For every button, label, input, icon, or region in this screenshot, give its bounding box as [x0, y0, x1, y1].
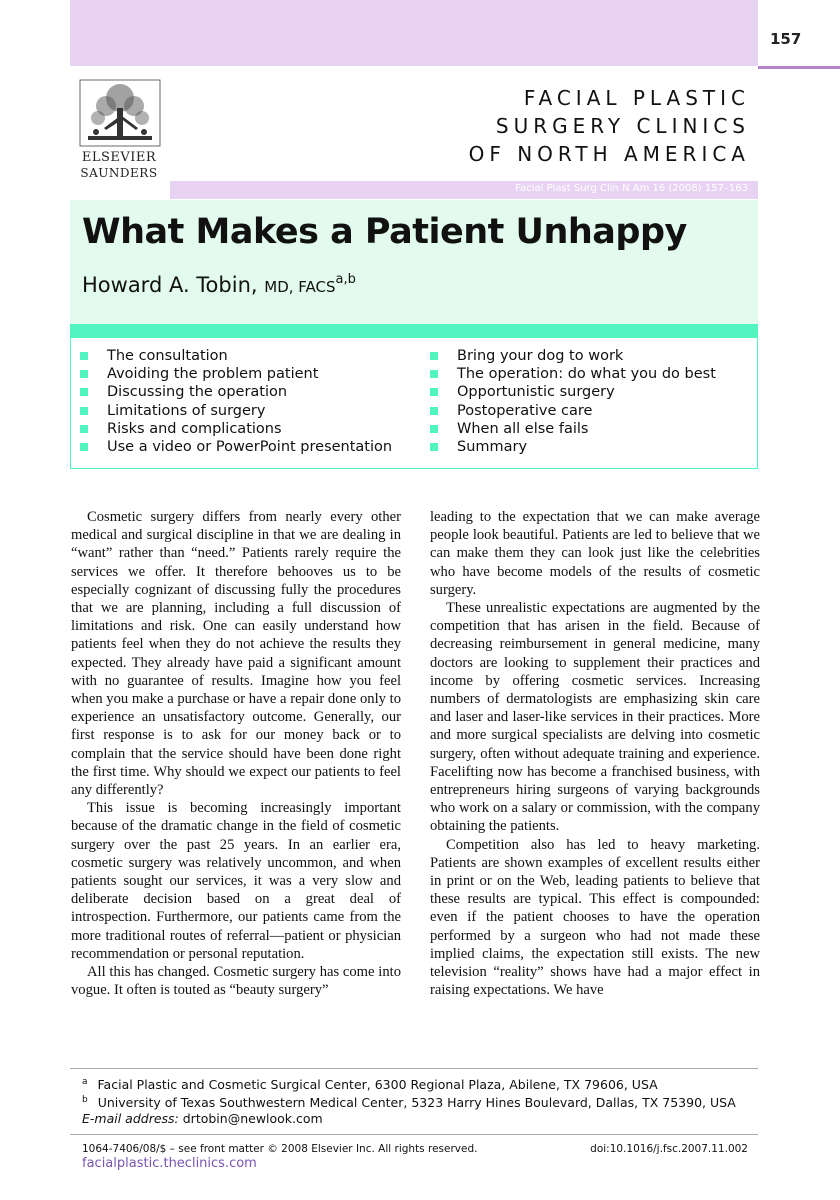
body-paragraph: These unrealistic expectations are augmented by the competition that has arisen in the field. Because of decreasing reimbursement in general medicine, many doctors are looking to supplement their practices and income by offering cosmetic services. Increasing numbers of dermatologists are emphasizing skin care and laser and laser-like services in their practices. More and more surgical specialists are delving into cosmetic surgery, often without adequate training and experience. Facelifting now has become a franchised business, with entrepreneurs hiring surgeons of varying backgrounds who work on a salary or commission, with the company obtaining the patients.: [430, 600, 760, 835]
square-bullet-icon: [430, 388, 438, 396]
footnote-b: [82, 1095, 736, 1110]
outline-item: [430, 420, 716, 438]
outline-item: [80, 383, 392, 401]
outline-item-label: When all else fails: [457, 420, 589, 437]
footnote-b-mark: b: [82, 1095, 88, 1105]
author-name: Howard A. Tobin,: [82, 273, 258, 297]
outline-right-column: [430, 347, 716, 456]
outline-item: [430, 365, 716, 383]
author-affiliation-marks: a,b: [335, 272, 356, 287]
outline-item-label: Avoiding the problem patient: [107, 366, 319, 383]
outline-item: [80, 402, 392, 420]
publisher-name: ELSEVIER: [81, 150, 157, 165]
body-column-right: [430, 508, 760, 999]
footnote-email: [82, 1111, 323, 1126]
square-bullet-icon: [80, 407, 88, 415]
footnote-a: [82, 1077, 658, 1092]
outline-header-bar: [70, 324, 758, 338]
outline-item-label: Limitations of surgery: [107, 402, 266, 419]
journal-website-link[interactable]: facialplastic.theclinics.com: [82, 1156, 257, 1171]
footnote-b-text: University of Texas Southwestern Medical Center, 5323 Harry Hines Boulevard, Dallas, TX 75390, USA: [97, 1095, 736, 1111]
publisher-imprint: SAUNDERS: [80, 166, 158, 180]
outline-item-label: Discussing the operation: [107, 384, 288, 401]
footnote-rule: [70, 1068, 758, 1069]
footnote-a-mark: a: [82, 1077, 88, 1087]
body-paragraph: This issue is becoming increasingly important because of the dramatic change in the field of cosmetic surgery over the past 25 years. In an earlier era, cosmetic surgery was relatively uncommon, and when patients sought our services, it was a very slow and deliberate decision based on a great deal of introspection. Furthermore, our patients came from the more traditional routes of referral—patient or physician recommendation or personal reputation.: [71, 800, 401, 962]
square-bullet-icon: [80, 388, 88, 396]
outline-item-label: Risks and complications: [107, 420, 282, 437]
header-band: [70, 0, 758, 66]
body-column-left: [71, 508, 401, 999]
outline-item: [430, 402, 716, 420]
outline-item: [430, 347, 716, 365]
square-bullet-icon: [430, 443, 438, 451]
footnote-a-text: Facial Plastic and Cosmetic Surgical Center, 6300 Regional Plaza, Abilene, TX 79606, USA: [97, 1077, 658, 1093]
outline-item-label: The consultation: [107, 348, 228, 365]
journal-title-line-1: FACIAL PLASTIC: [523, 86, 750, 110]
outline-item: [430, 438, 716, 456]
outline-item: [430, 383, 716, 401]
header-rule: [758, 66, 840, 69]
email-label: E-mail address:: [82, 1111, 179, 1126]
square-bullet-icon: [430, 370, 438, 378]
copyright-notice: 1064-7406/08/$ – see front matter © 2008 Elsevier Inc. All rights reserved.: [82, 1143, 478, 1155]
square-bullet-icon: [430, 425, 438, 433]
outline-item-label: Use a video or PowerPoint presentation: [107, 439, 393, 456]
author-credentials: MD, FACS: [264, 278, 336, 296]
outline-item: [80, 438, 392, 456]
outline-item: [80, 347, 392, 365]
body-paragraph: All this has changed. Cosmetic surgery has come into vogue. It often is touted as “beauty surgery”: [71, 964, 401, 999]
square-bullet-icon: [80, 425, 88, 433]
journal-title-line-2: SURGERY CLINICS: [495, 114, 750, 138]
square-bullet-icon: [80, 443, 88, 451]
body-paragraph: leading to the expectation that we can make average people look beautiful. Patients are led to believe that we can make them they can look just like the celebrities who have become models of the results of cosmetic surgery.: [430, 509, 760, 598]
email-address[interactable]: drtobin@newlook.com: [182, 1111, 323, 1126]
outline-item-label: Summary: [457, 439, 528, 456]
square-bullet-icon: [80, 352, 88, 360]
square-bullet-icon: [430, 352, 438, 360]
square-bullet-icon: [80, 370, 88, 378]
outline-item: [80, 420, 392, 438]
journal-title-line-3: OF NORTH AMERICA: [468, 142, 750, 166]
page-number: 157: [770, 30, 802, 48]
body-paragraph: Cosmetic surgery differs from nearly every other medical and surgical discipline in that we are dealing in “want” rather than “need.” Patients rarely require the services we offer. It therefore behooves us to be especially cognizant of discussing fully the procedures that we are planning, including a full discussion of limitations and risk. One can easily understand how patients feel when they do not achieve the results they expected. They already have paid a significant amount with no guarantee of results. Imagine how you feel when you make a purchase or have a repair done only to experience an unsatisfactory outcome. Generally, our first response is to ask for our money back or to complain that the service should have been done right the first time. Why should we expect our patients to feel any differently?: [71, 509, 401, 799]
outline-item-label: Bring your dog to work: [457, 348, 624, 365]
footer-rule: [70, 1134, 758, 1135]
journal-citation: Facial Plast Surg Clin N Am 16 (2008) 157–163: [515, 183, 748, 194]
body-paragraph: Competition also has led to heavy marketing. Patients are shown examples of excellent results either in print or on the Web, leading patients to believe that these results are typical. This effect is compounded: even if the patient chooses to have the operation performed by a surgeon who had not made these implied claims, the expectation still exists. The new television “reality” shows have had a major effect in raising expectations. We have: [430, 836, 760, 999]
outline-left-column: [80, 347, 392, 456]
article-title: What Makes a Patient Unhappy: [82, 212, 687, 252]
doi[interactable]: doi:10.1016/j.fsc.2007.11.002: [590, 1143, 748, 1155]
author-line: [82, 272, 356, 297]
outline-item-label: Opportunistic surgery: [457, 384, 615, 401]
outline-item-label: Postoperative care: [457, 402, 593, 419]
outline-item: [80, 365, 392, 383]
square-bullet-icon: [430, 407, 438, 415]
outline-item-label: The operation: do what you do best: [457, 366, 716, 383]
